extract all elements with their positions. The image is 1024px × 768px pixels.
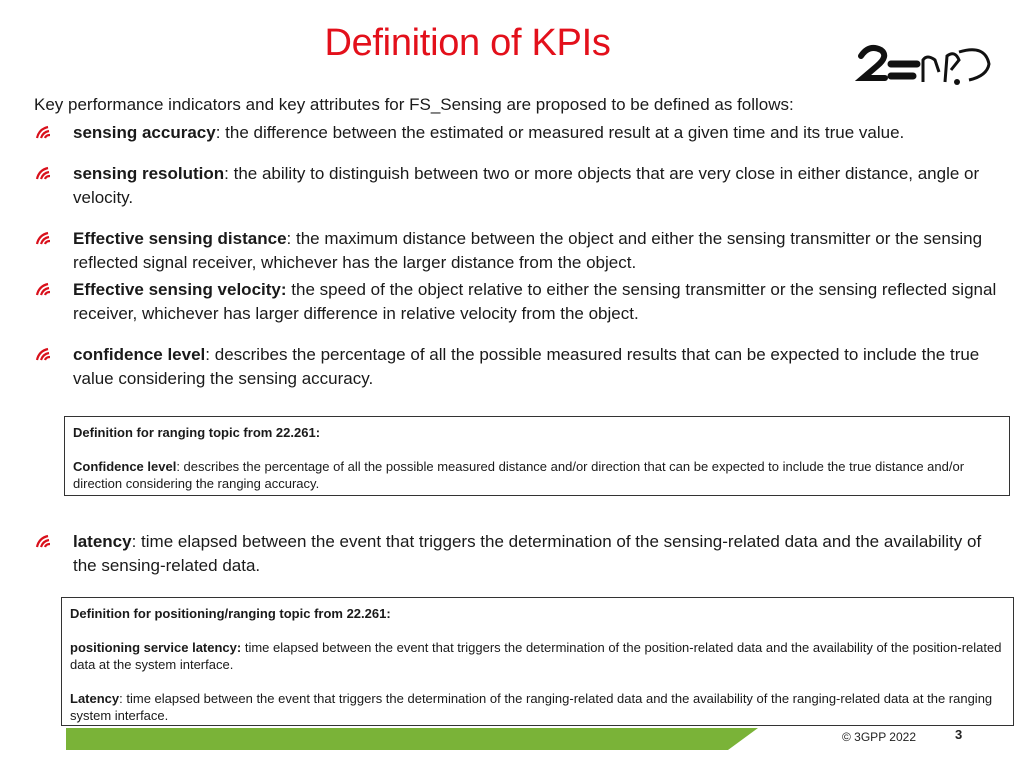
page-number: 3 — [955, 727, 963, 742]
box-term: Confidence level — [73, 459, 177, 474]
bullet-term: Effective sensing distance — [73, 229, 287, 248]
intro-text: Key performance indicators and key attributes for FS_Sensing are proposed to be defined as follows: — [34, 95, 794, 114]
signal-arc-icon — [35, 347, 55, 361]
bullet-confidence-level: confidence level: describes the percentage of all the possible measured results that can be expected to include the true value considering the sensing accuracy. — [35, 343, 1005, 391]
box-desc: time elapsed between the event that triggers the determination of the position-related data and the availability of the position-related data at the system interface. — [70, 640, 1002, 672]
bullet-desc: the maximum distance between the object and either the sensing transmitter or the sensing reflected signal receiver, whichever has the larger distance from the object. — [73, 229, 983, 272]
bullet-sensing-resolution: sensing resolution: the ability to distinguish between two or more objects that are very close in either distance, angle or velocity. — [35, 162, 1005, 210]
bullet-desc: time elapsed between the event that triggers the determination of the sensing-related data and the availability of the sensing-related data. — [73, 532, 982, 575]
box-desc: : describes the percentage of all the possible measured distance and/or direction that can be expected to include the true distance and/or direction considering the ranging accuracy. — [73, 459, 965, 491]
copyright-text: © 3GPP 2022 — [842, 730, 917, 744]
bullet-term: Effective sensing velocity: — [73, 280, 287, 299]
bullet-effective-sensing-distance: Effective sensing distance: the maximum distance between the object and either the sensing transmitter or the sensing reflected signal receiver, whichever has the larger distance from the object. — [35, 227, 1005, 275]
bullet-term: latency — [73, 532, 132, 551]
bullet-latency: latency: time elapsed between the event that triggers the determination of the sensing-related data and the availability of the sensing-related data. — [35, 530, 1005, 578]
bullet-desc: describes the percentage of all the possible measured results that can be expected to include the true value considering the sensing accuracy. — [73, 345, 980, 388]
bullet-desc: the difference between the estimated or measured result at a given time and its true value. — [225, 123, 905, 142]
positioning-definition-box — [61, 597, 1014, 726]
signal-arc-icon — [35, 166, 55, 180]
box-term: Latency — [70, 691, 120, 706]
box-term: positioning service latency: — [70, 640, 242, 655]
bullet-term: sensing resolution — [73, 164, 225, 183]
bullet-desc: the speed of the object relative to either the sensing transmitter or the sensing reflected signal receiver, whichever has larger difference in relative velocity from the object. — [73, 280, 997, 323]
bullet-desc: the ability to distinguish between two or more objects that are very close in either distance, angle or velocity. — [73, 164, 980, 207]
bullet-term: sensing accuracy — [73, 123, 216, 142]
box-desc: : time elapsed between the event that triggers the determination of the ranging-related data and the availability of the ranging-related data at the ranging system interface. — [70, 691, 993, 723]
bullet-sensing-accuracy: sensing accuracy: the difference between the estimated or measured result at a given time and its true value. — [35, 121, 1005, 145]
bullet-term: confidence level — [73, 345, 206, 364]
bullet-effective-sensing-velocity — [35, 278, 1005, 326]
signal-arc-icon — [35, 125, 55, 139]
signal-arc-icon — [35, 534, 55, 548]
box-heading: Definition for ranging topic from 22.261: — [73, 425, 321, 440]
signal-arc-icon — [35, 282, 55, 296]
3gpp-logo — [855, 42, 995, 90]
box-heading: Definition for positioning/ranging topic from 22.261: — [70, 606, 391, 621]
signal-arc-icon — [35, 231, 55, 245]
footer-bar — [66, 728, 758, 750]
ranging-definition-box — [64, 416, 1010, 496]
slide-title: Definition of KPIs — [324, 22, 611, 64]
